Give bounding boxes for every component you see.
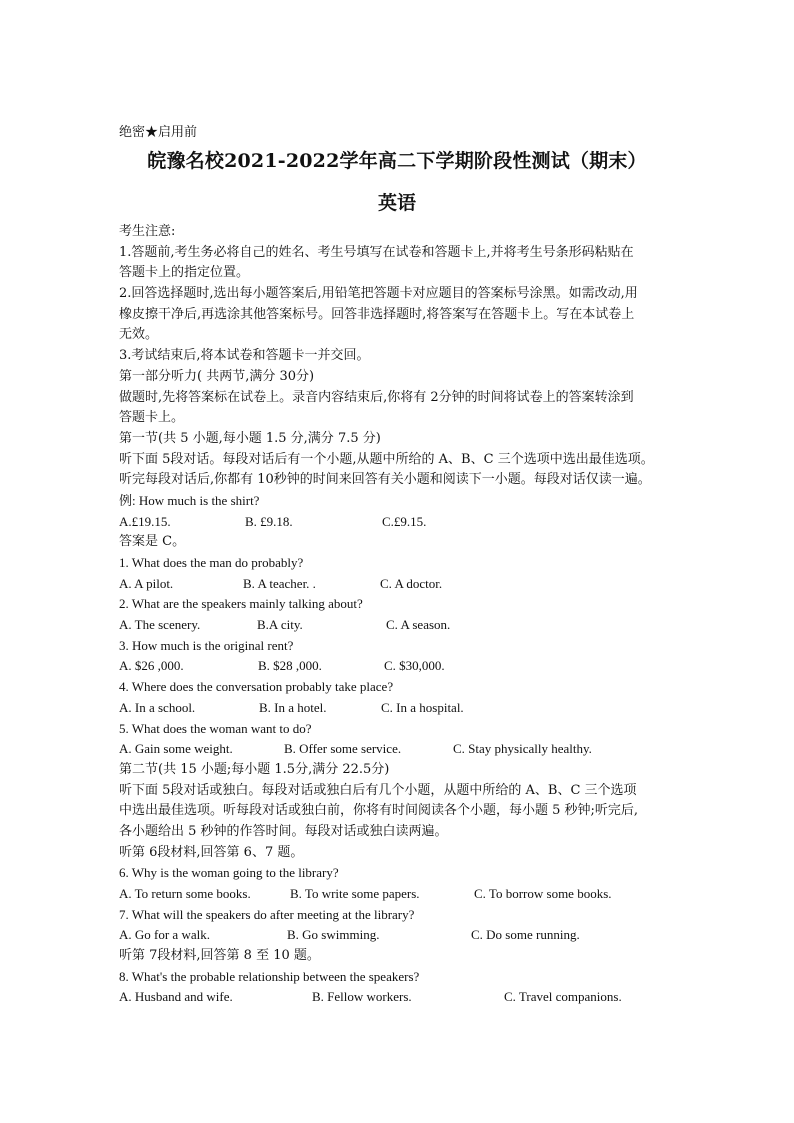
part1-heading: 第一部分听力( 共两节,满分 30分) [119, 368, 315, 384]
question-options [119, 884, 679, 905]
question: 2. What are the speakers mainly talking about? [119, 596, 363, 612]
option-b: B. Go swimming. [287, 927, 380, 943]
material-heading: 听第 6段材料,回答第 6、7 题。 [119, 844, 304, 860]
option-a: A. A pilot. [119, 575, 174, 591]
option-c: C. Do some running. [471, 927, 580, 943]
section2-instructions: 各小题给出 5 秒钟的作答时间。每段对话或独白读两遍。 [119, 823, 448, 839]
section1-instructions: 听下面 5段对话。每段对话后有一个小题,从题中所给的 A、B、C 三个选项中选出最佳选项。 [119, 451, 654, 467]
question-options [119, 615, 679, 636]
option-b: B. £9.18. [245, 513, 293, 529]
question: 7. What will the speakers do after meeting at the library? [119, 906, 415, 922]
option-a: A. Husband and wife. [119, 989, 233, 1005]
question: 4. Where does the conversation probably take place? [119, 679, 394, 695]
option-c: C. In a hospital. [381, 699, 464, 715]
question-options [119, 739, 679, 760]
question-options [119, 925, 679, 946]
example-answer: 答案是 C。 [119, 534, 186, 550]
option-b: B. A teacher. . [243, 575, 316, 591]
material-heading: 听第 7段材料,回答第 8 至 10 题。 [119, 948, 320, 964]
option-c: C. A doctor. [380, 575, 443, 591]
question-options [119, 987, 679, 1008]
option-b: B. To write some papers. [290, 886, 420, 901]
exam-title: 皖豫名校2021-2022学年高二下学期阶段性测试（期末） [147, 150, 647, 172]
subject-title: 英语 [377, 192, 416, 214]
part1-intro: 做题时,先将答案标在试卷上。录音内容结束后,你将有 2分钟的时间将试卷上的答案转涂到 [119, 389, 634, 405]
question: 5. What does the woman want to do? [119, 720, 312, 736]
option-a: A. Gain some weight. [119, 741, 233, 757]
section2-instructions: 听下面 5段对话或独白。每段对话或独白后有几个小题，从题中所给的 A、B、C 三个选项 [119, 782, 637, 798]
question: 8. What's the probable relationship between the speakers? [119, 968, 420, 984]
question-options [119, 656, 679, 677]
option-b: B. $28 ,000. [258, 658, 322, 674]
option-b: B. Fellow workers. [312, 989, 412, 1005]
question-options [119, 574, 679, 595]
option-c: C. Stay physically healthy. [453, 741, 592, 757]
notice-item: 3.考试结束后,将本试卷和答题卡一并交回。 [119, 348, 370, 364]
notice-heading: 考生注意: [119, 224, 176, 239]
question: 3. How much is the original rent? [119, 637, 294, 653]
question: 1. What does the man do probably? [119, 555, 304, 570]
section2-heading: 第二节(共 15 小题;每小题 1.5分,满分 22.5分) [119, 761, 390, 777]
notice-item: 1.答题前,考生务必将自己的姓名、考生号填写在试卷和答题卡上,并将考生号条形码粘贴在 [119, 244, 634, 260]
option-c: C. $30,000. [384, 658, 445, 674]
option-a: A. To return some books. [119, 886, 251, 901]
part1-intro: 答题卡上。 [119, 410, 185, 426]
exam-body [119, 222, 679, 1008]
option-a: A. $26 ,000. [119, 658, 184, 674]
option-b: B. In a hotel. [259, 699, 327, 715]
notice-item: 答题卡上的指定位置。 [119, 265, 250, 281]
question: 6. Why is the woman going to the library? [119, 865, 339, 881]
section1-heading: 第一节(共 5 小题,每小题 1.5 分,满分 7.5 分) [119, 430, 381, 446]
option-c: C.£9.15. [382, 513, 427, 529]
section1-instructions: 听完每段对话后,你都有 10秒钟的时间来回答有关小题和阅读下一小题。每段对话仅读一遍。 [119, 472, 651, 488]
example-options [119, 512, 679, 533]
section2-instructions: 中选出最佳选项。听每段对话或独白前，你将有时间阅读各个小题，每小题 5 秒钟;听完后, [119, 803, 639, 819]
confidential-mark: 绝密★启用前 [119, 125, 198, 140]
option-a: A. Go for a walk. [119, 927, 210, 943]
option-c: C. To borrow some books. [474, 886, 612, 901]
question-options [119, 698, 679, 719]
notice-item: 2.回答选择题时,选出每小题答案后,用铅笔把答题卡对应题目的答案标号涂黑。如需改动,用 [119, 286, 638, 302]
option-c: C. A season. [386, 617, 451, 633]
example-question: 例: How much is the shirt? [119, 492, 260, 508]
notice-item: 无效。 [119, 327, 159, 343]
option-b: B.A city. [257, 617, 303, 633]
notice-item: 橡皮擦干净后,再选涂其他答案标号。回答非选择题时,将答案写在答题卡上。写在本试卷上 [119, 306, 635, 322]
option-a: A. The scenery. [119, 617, 201, 633]
option-b: B. Offer some service. [284, 741, 402, 757]
option-c: C. Travel companions. [504, 989, 622, 1005]
option-a: A.£19.15. [119, 513, 171, 529]
option-a: A. In a school. [119, 699, 196, 715]
